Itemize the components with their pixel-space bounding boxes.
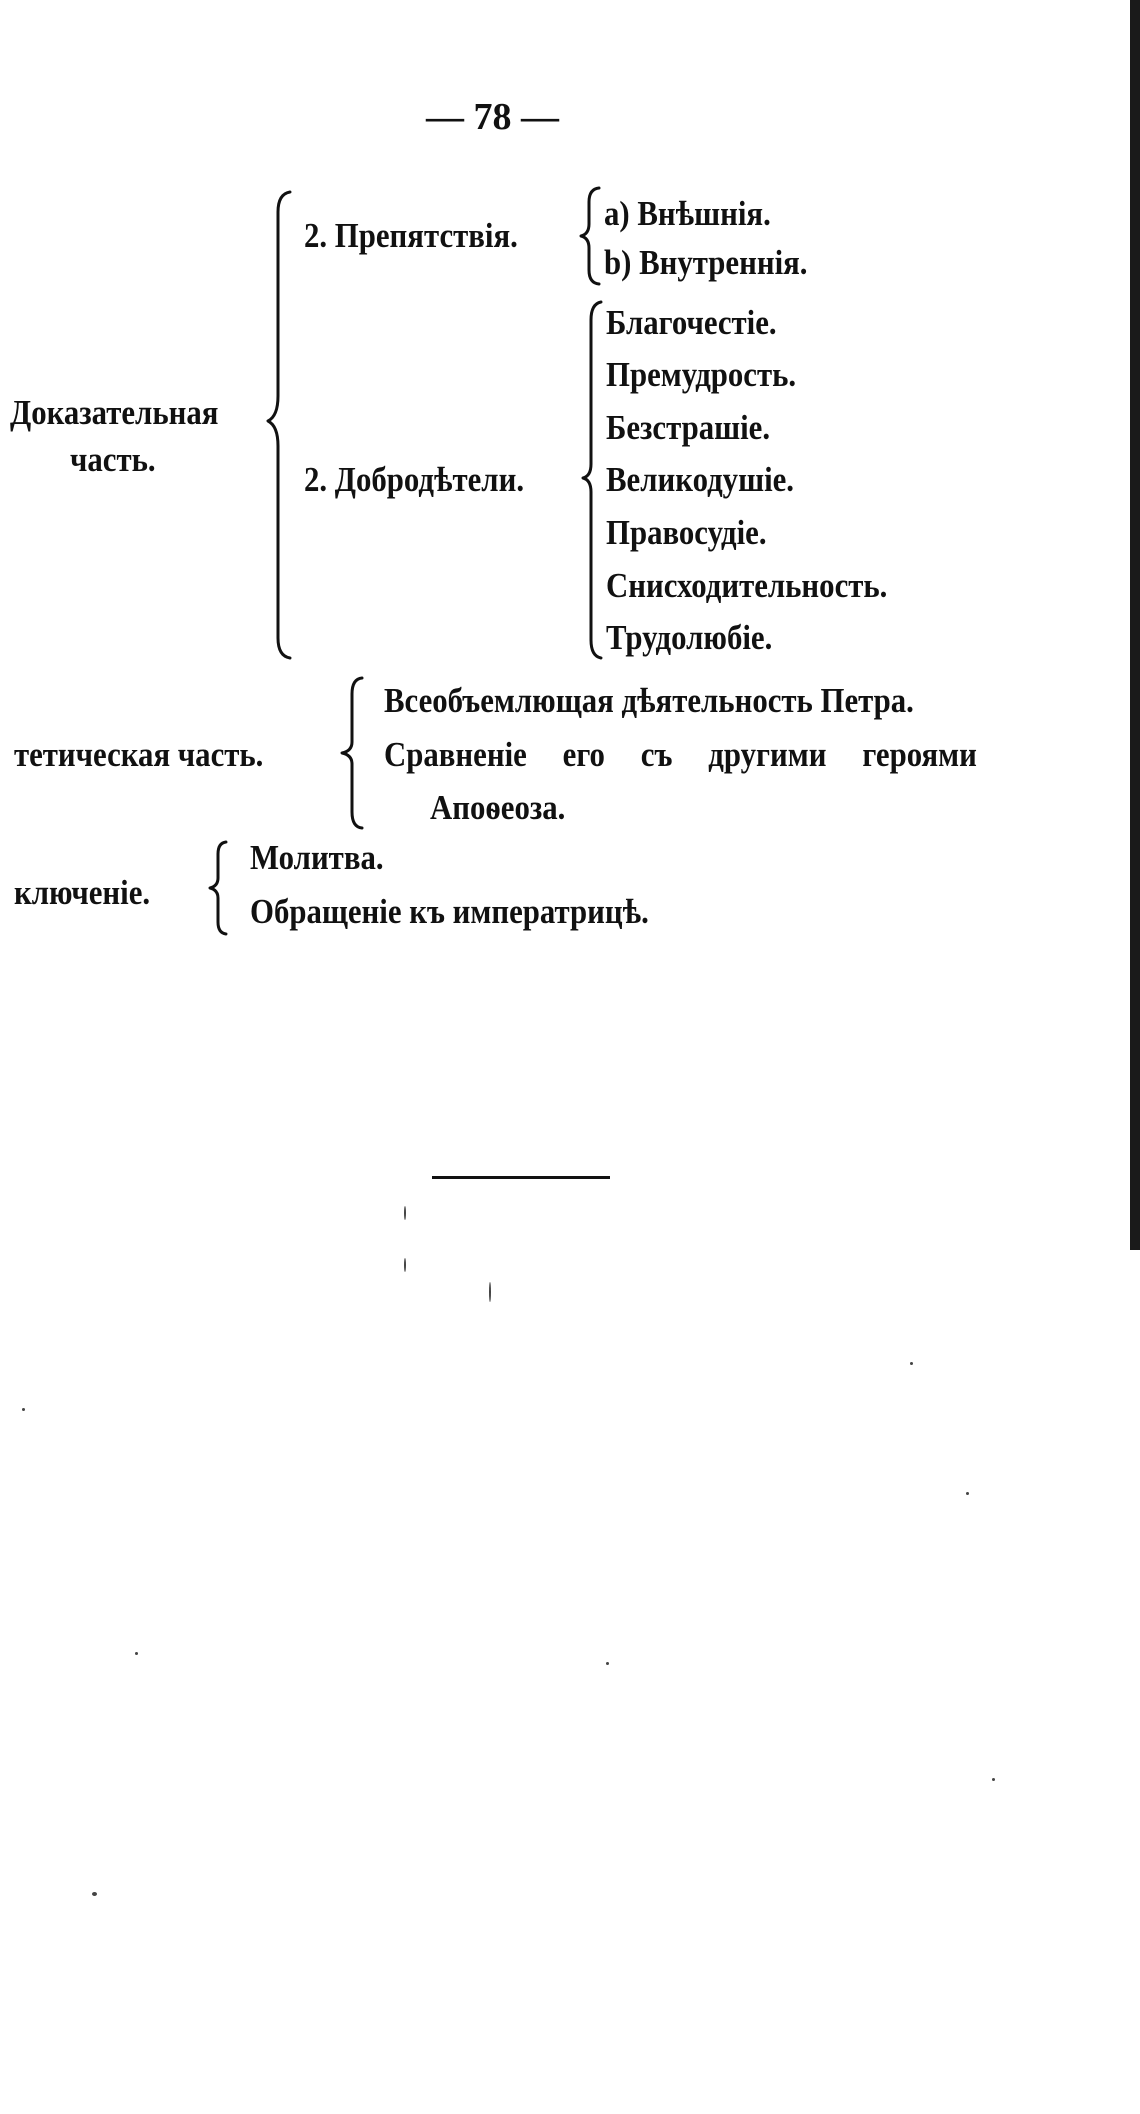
scan-speck [992, 1778, 995, 1781]
pathetic-section-brace [340, 676, 366, 830]
scan-speck [606, 1662, 609, 1665]
pathetic-item: Апоѳеоза. [430, 788, 566, 827]
virtue-item: Великодушіе. [606, 460, 795, 499]
scan-page-edge [1130, 0, 1140, 1250]
scan-speck [92, 1892, 97, 1896]
obstacle-item: b) Внутреннія. [604, 243, 808, 282]
pathetic-section-label: тетическая часть. [14, 735, 264, 774]
obstacles-brace [579, 186, 603, 286]
pathetic-item: Всеобъемлющая дѣятельность Петра. [384, 681, 914, 720]
virtues-label: 2. Добродѣтели. [304, 460, 525, 499]
proof-section-label-line1: Доказательная [10, 393, 219, 432]
conclusion-brace [208, 840, 230, 936]
virtues-brace [581, 300, 605, 660]
conclusion-section-label: ключеніе. [14, 873, 151, 912]
virtue-item: Трудолюбіе. [606, 618, 773, 657]
virtue-item: Премудрость. [606, 355, 797, 394]
scan-speck [135, 1652, 138, 1655]
virtue-item: Правосудіе. [606, 513, 767, 552]
conclusion-item: Обращеніе къ императрицѣ. [250, 892, 649, 931]
virtue-item: Благочестіе. [606, 303, 777, 342]
page-number: — 78 — [426, 96, 559, 138]
virtue-item: Безстрашіе. [606, 408, 771, 447]
proof-section-brace [266, 190, 296, 660]
pathetic-item: Сравненіе его съ другими героями [384, 735, 977, 774]
virtue-item: Снисходительность. [606, 566, 888, 605]
conclusion-item: Молитва. [250, 838, 384, 877]
scan-speck [966, 1492, 969, 1495]
section-end-rule [432, 1176, 610, 1179]
proof-section-label-line2: часть. [70, 440, 156, 479]
scan-speck [910, 1362, 913, 1365]
scan-speck [489, 1282, 491, 1302]
scan-speck [404, 1258, 406, 1272]
scan-speck [22, 1408, 25, 1411]
obstacle-item: a) Внѣшнія. [604, 194, 771, 233]
scan-speck [404, 1206, 406, 1220]
obstacles-label: 2. Препятствія. [304, 216, 518, 255]
